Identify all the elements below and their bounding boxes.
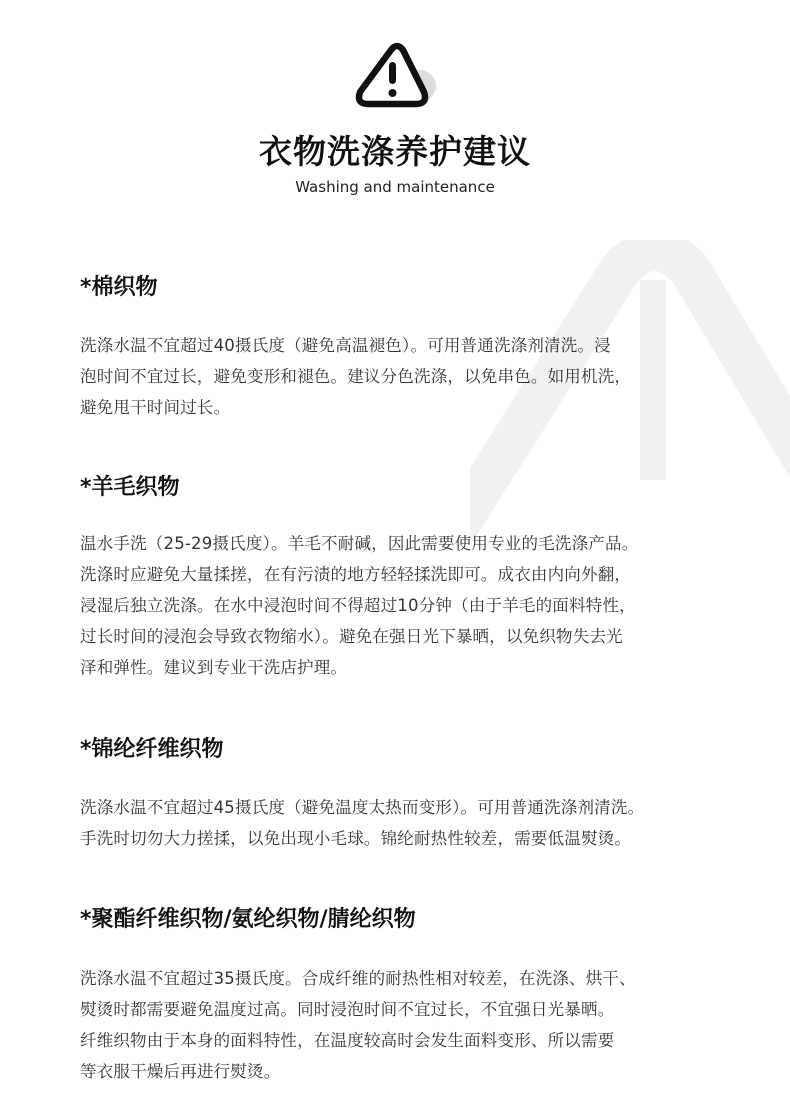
warning-icon: [352, 42, 442, 112]
section-title: *棉织物: [80, 275, 158, 300]
page-subtitle: Washing and maintenance: [295, 178, 495, 196]
section-title: *锦纶纤维织物: [80, 737, 224, 762]
section-text: [80, 792, 740, 854]
section-wool: [80, 473, 740, 683]
page-title: 衣物洗涤养护建议: [259, 132, 531, 171]
text-line: 避免甩干时间过长。: [80, 398, 231, 417]
section-title: *聚酯纤维织物/氨纶织物/腈纶织物: [80, 907, 416, 932]
text-line: 浸湿后独立洗涤。在水中浸泡时间不得超过10分钟（由于羊毛的面料特性，: [80, 596, 636, 615]
text-line: 手洗时切勿大力搓揉，以免出现小毛球。锦纶耐热性较差，需要低温熨烫。: [80, 829, 632, 848]
text-line: 泽和弹性。建议到专业干洗店护理。: [80, 658, 348, 677]
text-line: 洗涤水温不宜超过35摄氏度。合成纤维的耐热性相对较差，在洗涤、烘干、: [80, 969, 636, 988]
section-text: [80, 528, 740, 683]
text-line: 洗涤时应避免大量揉搓，在有污渍的地方轻轻揉洗即可。成衣由内向外翻，: [80, 565, 632, 584]
section-nylon: [80, 735, 740, 854]
text-line: 温水手洗（25-29摄氏度）。羊毛不耐碱，因此需要使用专业的毛洗涤产品。: [80, 534, 639, 553]
text-line: 等衣服干燥后再进行熨烫。: [80, 1062, 281, 1081]
text-line: 泡时间不宜过长，避免变形和褪色。建议分色洗涤，以免串色。如用机洗，: [80, 367, 632, 386]
text-line: 洗涤水温不宜超过40摄氏度（避免高温褪色）。可用普通洗涤剂清洗。浸: [80, 336, 611, 355]
text-line: 洗涤水温不宜超过45摄氏度（避免温度太热而变形）。可用普通洗涤剂清洗。: [80, 798, 645, 817]
text-line: 熨烫时都需要避免温度过高。同时浸泡时间不宜过长，不宜强日光暴晒。: [80, 1000, 615, 1019]
section-text: [80, 963, 740, 1087]
text-line: 纤维织物由于本身的面料特性，在温度较高时会发生面料变形、所以需要: [80, 1031, 615, 1050]
section-polyester: [80, 905, 740, 1087]
section-cotton: [80, 273, 740, 423]
text-line: 过长时间的浸泡会导致衣物缩水）。避免在强日光下暴晒，以免织物失去光: [80, 627, 623, 646]
section-text: [80, 330, 740, 423]
section-title: *羊毛织物: [80, 475, 180, 500]
